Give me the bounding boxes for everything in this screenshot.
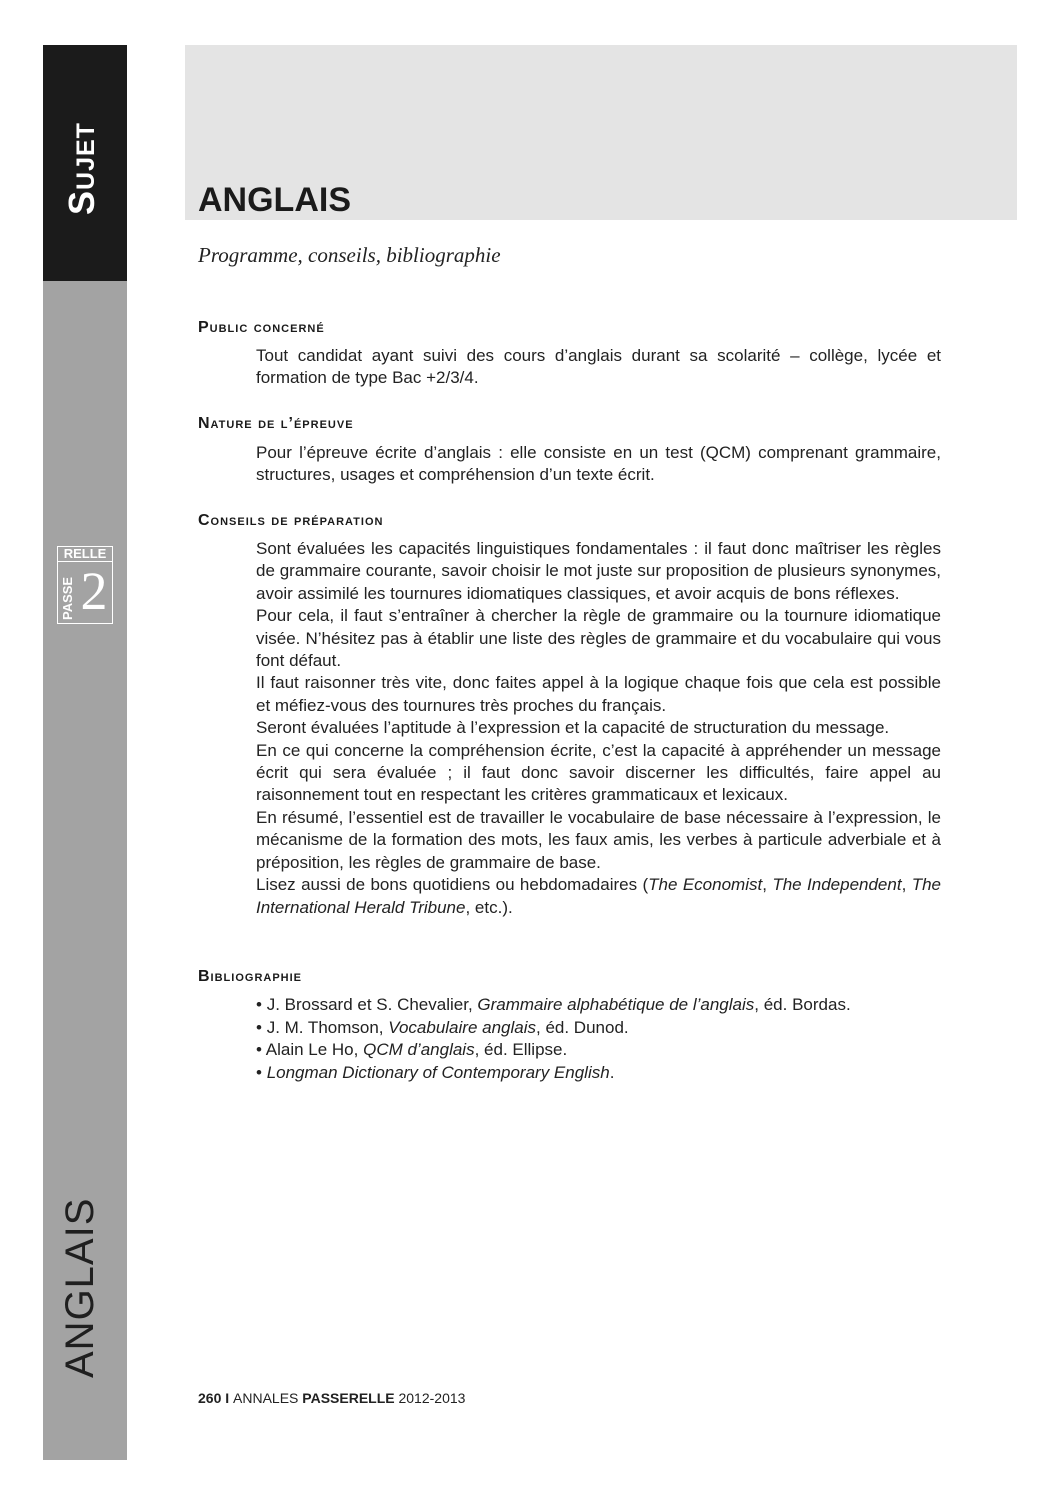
- book-title: Vocabulaire anglais: [388, 1017, 536, 1037]
- publication-title: The Independent: [772, 875, 902, 895]
- list-item: [256, 1039, 956, 1062]
- paragraph: En résumé, l’essentiel est de travailler le vocabulaire de base nécessaire à l’expression, le mécanisme de la formation des mots, les faux amis, les verbes à particule adverbiale et à préposition, les règles de grammaire de base.: [256, 807, 941, 872]
- page-footer: [198, 1388, 465, 1408]
- list-item: [256, 1017, 956, 1040]
- paragraph: Pour l’épreuve écrite d’anglais : elle consiste en un test (QCM) comprenant grammaire, structures, usages et compréhension d’un texte écrit.: [256, 443, 941, 485]
- section-heading-public: Public concerné: [198, 319, 325, 336]
- bullet: •: [256, 995, 267, 1014]
- book-author: J. Brossard et S. Chevalier,: [266, 995, 478, 1014]
- section-text-public: [256, 345, 941, 390]
- paragraph: Seront évaluées l’aptitude à l’expression et la capacité de structuration du message.: [256, 718, 890, 738]
- book-title: Grammaire alphabétique de l’anglais: [477, 995, 755, 1014]
- logo-number: 2: [80, 561, 108, 621]
- list-item: [256, 994, 956, 1017]
- passerelle-2-logo: [57, 546, 113, 624]
- page-number: 260: [198, 1390, 222, 1406]
- paragraph: Pour cela, il faut s’entraîner à chercher la règle de grammaire ou la tournure idiomatique visée. N’hésitez pas à établir une liste des règles de grammaire et du vocabulaire qui vous font défaut.: [256, 606, 941, 671]
- paragraph: [256, 874, 941, 919]
- text-run: ,: [901, 875, 912, 895]
- book-author: Alain Le Ho,: [265, 1040, 364, 1060]
- book-publisher: .: [609, 1062, 615, 1082]
- page-title: ANGLAIS: [198, 181, 351, 219]
- bullet: •: [256, 1017, 267, 1037]
- paragraph: En ce qui concerne la compréhension écrite, c’est la capacité à appréhender un message écrit qui sera évaluée ; il faut donc savoir discerner les difficultés, faire appel au raisonnement tout en respectant les critères grammaticaux et lexicaux.: [256, 740, 941, 805]
- section-heading-nature: Nature de l’épreuve: [198, 415, 354, 432]
- paragraph: Il faut raisonner très vite, donc faites appel à la logique chaque fois que cela est possible et méfiez-vous des tournures très proches du français.: [256, 673, 941, 715]
- footer-annales: ANNALES: [233, 1390, 303, 1406]
- book-title: Longman Dictionary of Contemporary English: [266, 1062, 610, 1082]
- section-heading-conseils: Conseils de préparation: [198, 512, 384, 529]
- book-publisher: , éd. Dunod.: [536, 1017, 629, 1037]
- publication-title: The Economist: [648, 875, 763, 895]
- logo-top-text: RELLE: [58, 547, 112, 562]
- section-heading-bibliographie: Bibliographie: [198, 968, 303, 985]
- book-title: QCM d’anglais: [363, 1040, 475, 1060]
- text-run: , etc.).: [465, 897, 513, 917]
- list-item: [256, 1062, 956, 1085]
- footer-years: 2012-2013: [394, 1390, 466, 1406]
- paragraph: Tout candidat ayant suivi des cours d’anglais durant sa scolarité – collège, lycée et formation de type Bac +2/3/4.: [256, 346, 941, 388]
- publication-title: The International Herald Tribune: [256, 875, 941, 917]
- book-publisher: , éd. Bordas.: [754, 995, 851, 1014]
- bullet: •: [256, 1040, 266, 1060]
- sidebar-subject: ANGLAIS: [58, 1197, 102, 1378]
- text-run: Lisez aussi de bons quotidiens ou hebdomadaires (: [256, 875, 649, 895]
- section-text-conseils: [256, 538, 941, 919]
- section-text-nature: [256, 442, 941, 487]
- footer-brand: PASSERELLE: [302, 1390, 395, 1406]
- book-publisher: , éd. Ellipse.: [474, 1040, 568, 1060]
- footer-separator: I: [221, 1390, 234, 1406]
- bullet: •: [256, 1062, 267, 1082]
- text-run: ,: [762, 875, 773, 895]
- page-subtitle: Programme, conseils, bibliographie: [198, 243, 501, 267]
- paragraph: Sont évaluées les capacités linguistiques fondamentales : il faut donc maîtriser les règles de grammaire courante, savoir choisir le mot juste sur proposition de plusieurs synonymes, avoir assimilé les tournures idiomatiques classiques, et avoir acquis de bons réflexes.: [256, 539, 941, 603]
- sidebar-tag-sujet: Sujet: [61, 122, 102, 215]
- book-author: J. M. Thomson,: [266, 1017, 389, 1037]
- logo-side-text: PASSE: [60, 576, 75, 620]
- bibliography-list: [256, 994, 956, 1084]
